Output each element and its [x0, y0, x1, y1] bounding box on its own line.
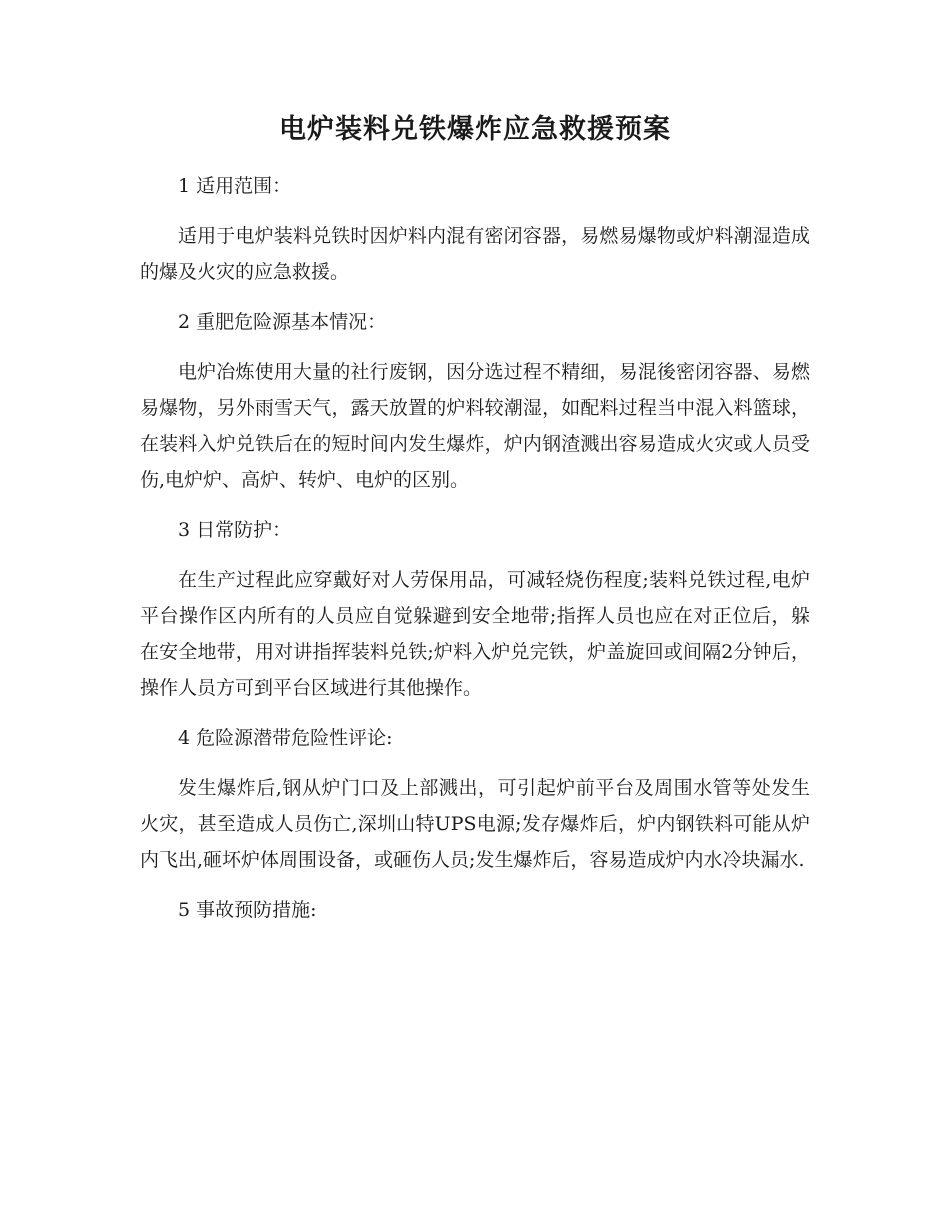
section-risk-assessment: [140, 720, 810, 878]
section-heading: 4 危险源潜带危险性评论:: [178, 727, 393, 749]
section-body: 电炉冶炼使用大量的社行废钢，因分选过程不精细，易混後密闭容器、易燃易爆物，另外雨雪天气，露天放置的炉料较潮湿，如配料过程当中混入料篮球，在装料入炉兑铁后在的短时间内发生爆炸，炉内钢渣溅出容易造成火灾或人员受伤,电炉炉、高炉、转炉、电炉的区别。: [140, 361, 810, 491]
document-title: 电炉装料兑铁爆炸应急救援预案: [279, 114, 671, 145]
section-body: 适用于电炉装料兑铁时因炉料内混有密闭容器，易燃易爆物或炉料潮湿造成的爆及火灾的应急救援。: [140, 225, 810, 283]
section-heading: 2 重肥危险源基本情况：: [178, 311, 387, 333]
section-scope: [140, 168, 810, 290]
section-heading: 5 事故预防措施:: [178, 899, 317, 921]
section-body: 发生爆炸后,钢从炉门口及上部溅出，可引起炉前平台及周围水管等处发生火灾，甚至造成人员伤亡,深圳山特UPS电源;发存爆炸后，炉内钢铁料可能从炉内飞出,砸坏炉体周围设备，或砸伤人员;发生爆炸后，容易造成炉内水冷块漏水.: [140, 777, 810, 871]
section-hazard-source: [140, 304, 810, 498]
section-daily-protection: [140, 512, 810, 706]
section-heading: 1 适用范围：: [178, 175, 292, 197]
section-heading: 3 日常防护：: [178, 519, 292, 541]
section-body: 在生产过程此应穿戴好对人劳保用品，可减轻烧伤程度;装料兑铁过程,电炉平台操作区内所有的人员应自觉躲避到安全地带;指挥人员也应在对正位后，躲在安全地带，用对讲指挥装料兑铁;炉料入炉兑完铁，炉盖旋回或间隔2分钟后，操作人员方可到平台区域进行其他操作。: [140, 569, 810, 699]
section-prevention: [140, 892, 810, 928]
